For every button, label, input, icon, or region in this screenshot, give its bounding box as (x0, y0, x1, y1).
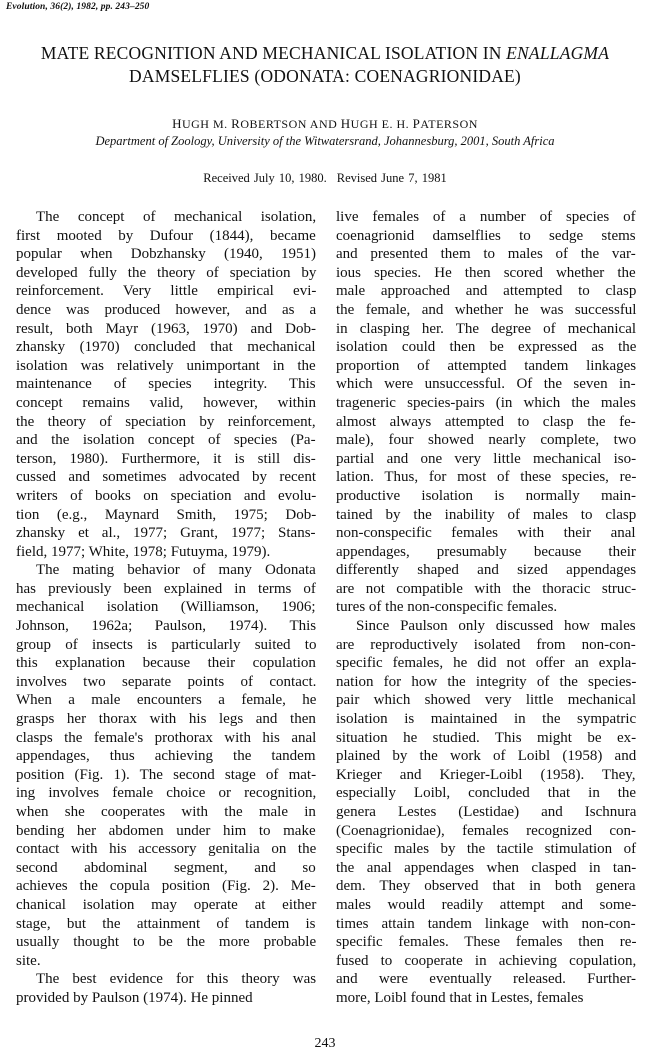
text-line: specific males by the tactile stimulation of (336, 841, 637, 858)
author-1-given: UGH M. (181, 117, 232, 131)
text-line: mechanical isolation (Williamson, 1906; (16, 599, 316, 616)
text-line: cussed and sometimes advocated by recent (16, 469, 316, 486)
text-line: Since Paulson only discussed how males (356, 618, 636, 635)
text-line: appendages, thus achieving the tandem (16, 748, 316, 765)
text-line: situation he studied. This might be ex- (336, 729, 637, 746)
title-genus-italic: ENALLAGMA (506, 43, 610, 63)
text-line: plained by the work of Loibl (1958) and (336, 748, 637, 765)
text-line: developed fully the theory of speciation by (16, 264, 317, 281)
text-line: has previously been explained in terms of (16, 580, 316, 597)
text-line: more, Loibl found that in Lestes, females (336, 989, 584, 1006)
text-line: achieves the copula position (Fig. 2). Me- (16, 878, 316, 895)
text-line: non-conspecific females with their anal (336, 525, 636, 542)
text-line: when she cooperates with the male in (16, 804, 316, 820)
text-line: The best evidence for this theory was (36, 971, 317, 988)
text-line: Krieger and Krieger-Loibl (1958). They, (336, 766, 636, 783)
text-line: the theory of speciation by reinforcement, (16, 413, 316, 430)
text-line: When a male encounters a female, he (16, 692, 317, 709)
text-line: group of insects is particularly suited to (16, 636, 317, 653)
title-line-2: DAMSELFLIES (ODONATA: COENAGRIONIDAE) (129, 66, 521, 86)
text-line: the female, and whether he was successful (336, 301, 637, 318)
text-line: males would readily attempt and some- (336, 896, 637, 913)
text-line: first mooted by Dufour (1844), became (16, 227, 316, 244)
text-line: second abdominal segment, and so (16, 859, 316, 876)
text-line: stage, but the attainment of tandem is (16, 915, 316, 932)
text-line: concept remains valid, however, within (16, 394, 316, 411)
body-column-right (336, 208, 636, 1008)
text-line: usually thought to be the more probable (16, 934, 317, 951)
text-line: tures of the non-conspecific females. (336, 599, 558, 616)
text-line: almost always attempted to clasp the fe- (336, 413, 636, 430)
text-line: zhansky (1970) concluded that mechanical (16, 339, 316, 356)
author-2-initial: H (340, 116, 351, 131)
text-line: grasps her thorax with his legs and then (16, 711, 316, 728)
text-line: differently shaped and sized appendages (336, 562, 637, 579)
text-line: in clasping her. The degree of mechanical (336, 320, 637, 337)
text-line: popular when Dobzhansky (1940, 1951) (16, 246, 317, 263)
text-line: productive isolation is normally main- (336, 487, 636, 504)
text-line: and were eventually released. Further- (336, 971, 637, 988)
title-line-1-main: MATE RECOGNITION AND MECHANICAL ISOLATION IN (40, 43, 507, 63)
text-line: coenagrionid damselflies to sedge stems (336, 227, 636, 244)
text-line: maintenance of species integrity. This (16, 376, 316, 393)
author-2-surname: ATERSON (420, 117, 478, 131)
text-line: partial and one very little mechanical iso- (336, 450, 637, 467)
text-line: terson, 1980). Furthermore, it is still dis- (16, 450, 316, 467)
journal-citation: Evolution, 36(2), 1982, pp. 243–250 (6, 2, 150, 12)
text-line: zhansky et al., 1977; Grant, 1977; Stans- (16, 525, 316, 542)
text-line: which were unsuccessful. Of the seven in- (336, 376, 636, 393)
text-line: isolation could then be expressed as the (336, 339, 637, 356)
author-1-surname-initial: R (231, 116, 241, 131)
text-line: trageneric species-pairs (in which the males (336, 394, 636, 411)
text-line: isolation is maintained in the sympatric (336, 711, 637, 728)
text-line: tained by the inability of males to clasp (336, 506, 637, 523)
text-line: male), four showed nearly complete, two (336, 432, 637, 449)
text-line: provided by Paulson (1974). He pinned (16, 989, 253, 1006)
revised-date: Revised June 7, 1981 (336, 171, 447, 185)
text-line: pair which showed very little mechanical (336, 692, 636, 709)
article-title (20, 42, 630, 88)
text-line: proportion of attempted tandem linkages (336, 357, 637, 374)
text-line: The mating behavior of many Odonata (36, 562, 316, 579)
text-line: field, 1977; White, 1978; Futuyma, 1979). (16, 543, 271, 560)
text-line: live females of a number of species of (336, 209, 636, 225)
text-line: The concept of mechanical isolation, (36, 209, 317, 225)
text-line: appendages, presumably because their (336, 543, 636, 560)
text-line: fused to cooperate in achieving copulation, (336, 952, 637, 969)
text-line: are not compatible with the thoracic struc- (336, 580, 637, 597)
text-line: position (Fig. 1). The second stage of mat- (16, 766, 317, 783)
text-line: result, both Mayr (1963, 1970) and Dob- (16, 320, 316, 337)
author-conjunction: AND (306, 117, 341, 131)
text-line: isolation was relatively unimportant in the (16, 357, 316, 374)
text-line: genera Lestes (Lestidae) and Ischnura (336, 804, 637, 820)
text-line: tion (e.g., Maynard Smith, 1975; Dob- (16, 506, 317, 523)
author-2-surname-initial: P (412, 116, 421, 131)
text-line: contact with his accessory genitalia on the (16, 841, 317, 858)
text-line: specific females. These females then re- (336, 934, 637, 951)
text-line: (Coenagrionidae), females recognized con- (336, 822, 637, 839)
body-column-left (16, 208, 316, 1008)
author-list (0, 116, 650, 132)
text-line: writers of books on speciation and evolu- (16, 487, 317, 504)
text-line: ious species. He then scored whether the (336, 264, 636, 281)
text-line: nation for how the integrity of the species- (336, 673, 637, 690)
text-line: reinforcement. Very little empirical evi- (16, 283, 317, 300)
text-line: involves two separate points of contact. (16, 673, 317, 690)
author-1-surname: OBERTSON (240, 117, 307, 131)
text-line: site. (16, 952, 41, 969)
submission-dates (0, 171, 650, 186)
text-line: and the isolation concept of species (Pa- (16, 432, 316, 449)
text-line: male approached and attempted to clasp (336, 283, 637, 300)
text-line: dence was produced however, and as a (16, 301, 317, 318)
text-line: this explanation because their copulation (16, 655, 316, 672)
text-line: ing involves female choice or recognition, (16, 785, 317, 802)
text-line: the anal appendages when clasped in tan- (336, 859, 637, 876)
author-1-initial: H (172, 116, 182, 131)
text-line: and presented them to males of the var- (336, 246, 636, 263)
page-number: 243 (314, 1036, 336, 1051)
received-date: Received July 10, 1980. (203, 171, 327, 185)
text-line: lation. Thus, for most of these species, re- (336, 469, 637, 486)
text-line: are reproductively isolated from non-con- (336, 636, 636, 653)
text-line: specific females, he did not offer an expla- (336, 655, 637, 672)
author-2-given: UGH E. H. (350, 117, 413, 131)
text-line: especially Loibl, concluded that in the (336, 785, 637, 802)
text-line: times attain tandem linkage with non-con- (336, 915, 636, 932)
author-affiliation: Department of Zoology, University of the Witwatersrand, Johannesburg, 2001, South Africa (95, 134, 555, 148)
text-line: dem. They observed that in both genera (336, 878, 636, 895)
text-line: Johnson, 1962a; Paulson, 1974). This (16, 618, 317, 635)
text-line: bending her abdomen under him to make (16, 822, 316, 839)
text-line: clasps the female's prothorax with his anal (16, 729, 317, 746)
text-line: chanical isolation may operate at either (16, 896, 317, 913)
